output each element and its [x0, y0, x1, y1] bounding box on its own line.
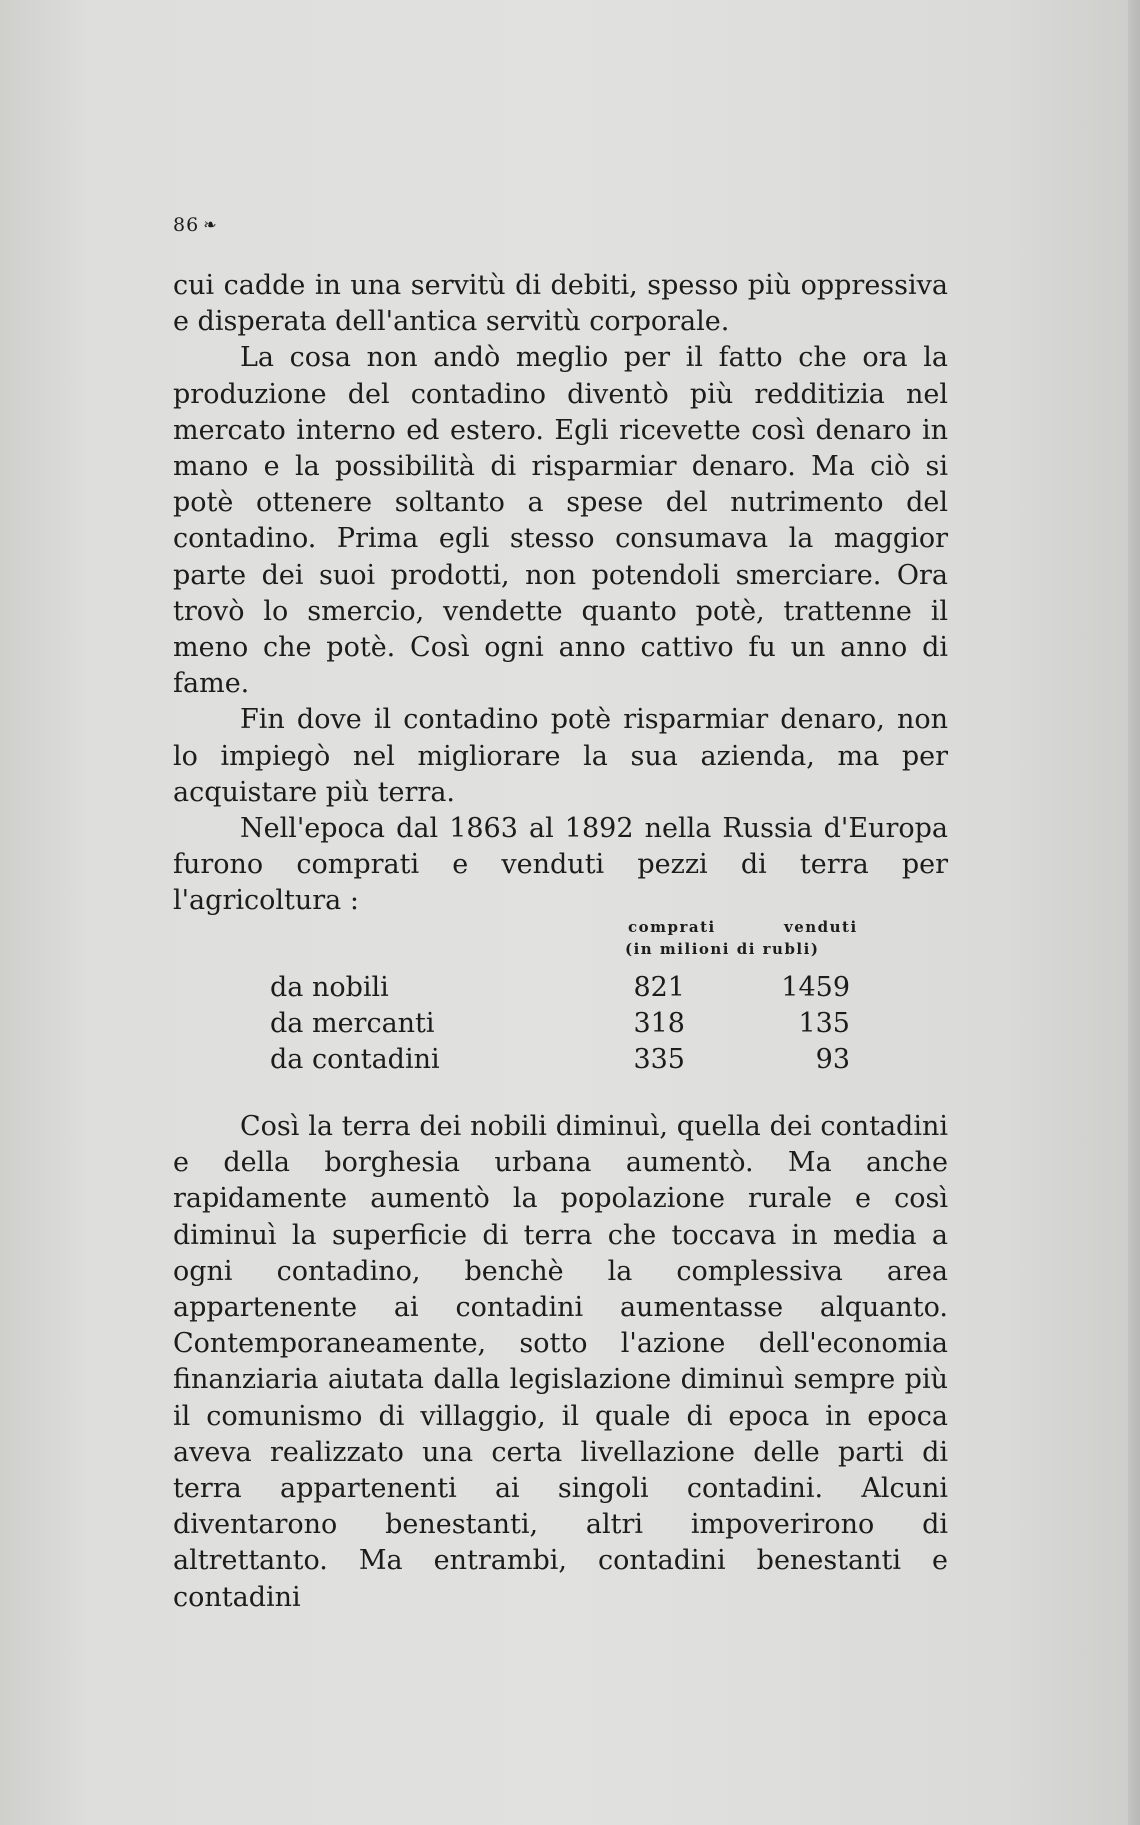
- table-row: [270, 1044, 870, 1080]
- row-bought-value: 318: [633, 1008, 685, 1039]
- paragraph: Nell'epoca dal 1863 al 1892 nella Russia d'Europa furono comprati e venduti pezzi di terra per l'agricoltura :: [173, 813, 948, 917]
- row-sold-value: 135: [798, 1008, 850, 1039]
- column-header-bought: comprati: [628, 918, 716, 936]
- column-header-sold: venduti: [784, 918, 858, 936]
- row-bought-value: 821: [633, 972, 685, 1003]
- ornament-icon: ❧: [203, 215, 218, 234]
- row-label: da contadini: [270, 1044, 440, 1075]
- column-header-unit: (in milioni di rubli): [625, 940, 820, 958]
- page-edge: [1128, 0, 1140, 1825]
- paragraph: La cosa non andò meglio per il fatto che ora la produzione del contadino diventò più redditizia nel mercato interno ed estero. Egli ricevette così denaro in mano e la possibilità di risparmiar denaro. Ma ciò si potè ottenere soltanto a spese del nutrimento del contadino. Prima egli stesso consumava la maggior parte dei suoi prodotti, non potendoli smerciare. Ora trovò lo smercio, vendette quanto potè, trattenne il meno che potè. Così ogni anno cattivo fu un anno di fame.: [173, 342, 948, 700]
- row-label: da nobili: [270, 972, 389, 1003]
- row-bought-value: 335: [633, 1044, 685, 1075]
- paragraph: cui cadde in una servitù di debiti, spesso più oppressiva e disperata dell'antica servitù corporale.: [173, 270, 948, 338]
- row-label: da mercanti: [270, 1008, 435, 1039]
- table-row: [270, 1008, 870, 1044]
- page-number: 86: [173, 214, 200, 236]
- body-text-bottom: [173, 1109, 948, 1616]
- row-sold-value: 93: [815, 1044, 850, 1075]
- table-row: [270, 972, 870, 1008]
- body-text-top: [173, 268, 948, 920]
- page-header: [173, 214, 218, 236]
- row-sold-value: 1459: [781, 972, 850, 1003]
- paragraph: Così la terra dei nobili diminuì, quella dei contadini e della borghesia urbana aumentò. Ma anche rapidamente aumentò la popolazione rurale e così diminuì la superficie di terra che toccava in media a ogni contadino, benchè la complessiva area appartenente ai contadini aumentasse alquanto. Contemporaneamente, sotto l'azione dell'economia finanziaria aiutata dalla legislazione diminuì sempre più il comunismo di villaggio, il quale di epoca in epoca aveva realizzato una certa livellazione delle parti di terra appartenenti ai singoli contadini. Alcuni diventarono benestanti, altri impoverirono di altrettanto. Ma entrambi, contadini benestanti e contadini: [173, 1111, 948, 1613]
- paragraph: Fin dove il contadino potè risparmiar denaro, non lo impiegò nel migliorare la sua azienda, ma per acquistare più terra.: [173, 704, 948, 808]
